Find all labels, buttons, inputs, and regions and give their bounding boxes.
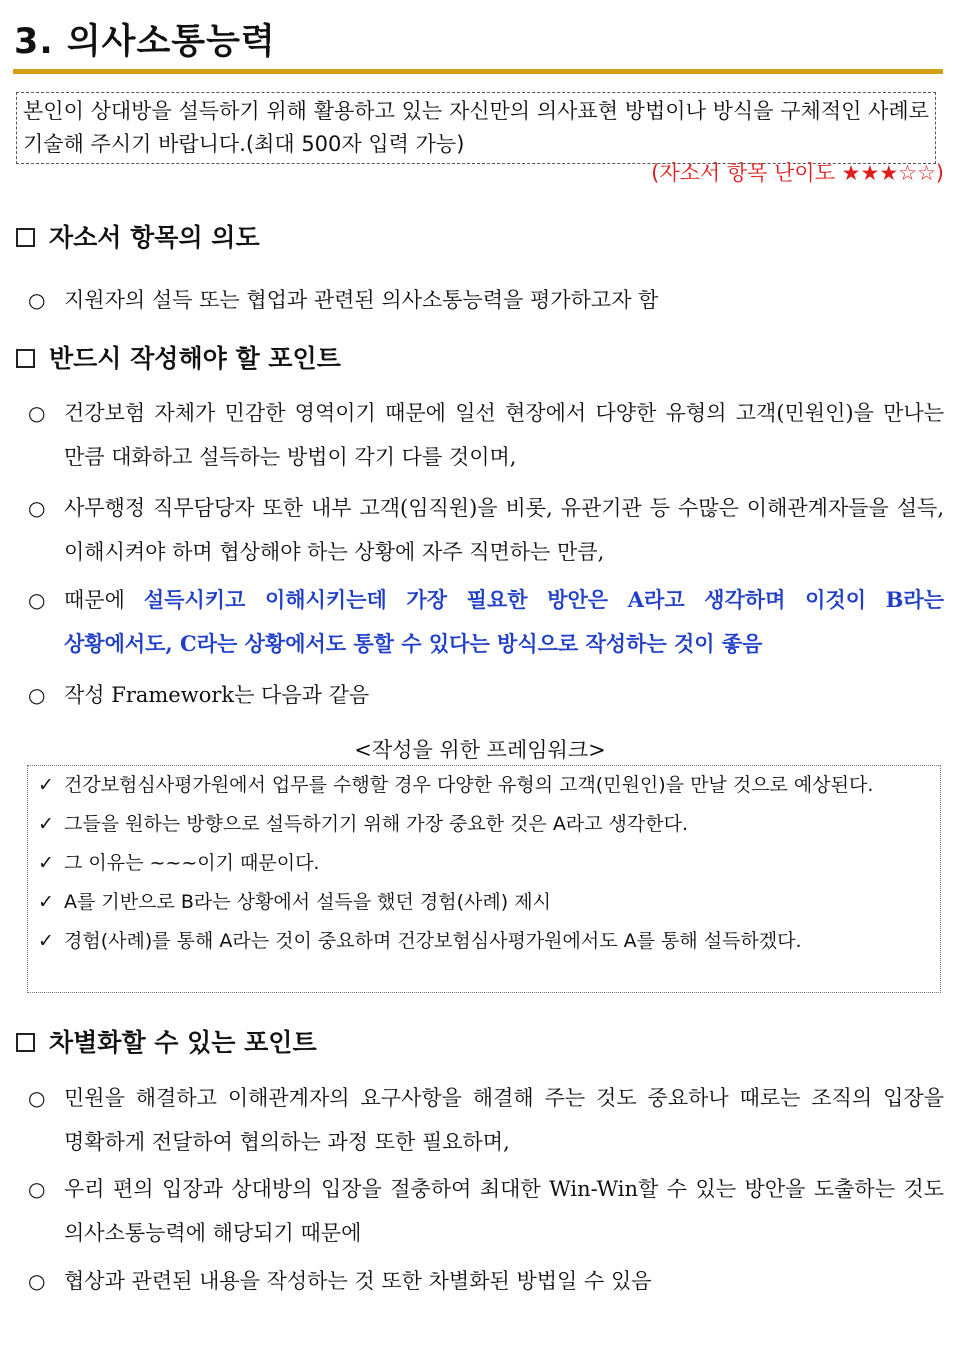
points-bullet-4 [28,673,944,717]
bullet-text: 작성 Framework는 다음과 같음 [64,683,370,707]
framework-item-text: A를 기반으로 B라는 상황에서 설득을 했던 경험(사례) 제시 [64,891,551,913]
circle-bullet-icon: ○ [28,683,46,707]
bullet-text: 협상과 관련된 내용을 작성하는 것 또한 차별화된 방법일 수 있음 [64,1269,652,1293]
framework-item [36,883,932,922]
bullet-text: 지원자의 설득 또는 협업과 관련된 의사소통능력을 평가하고자 함 [64,288,659,312]
circle-bullet-icon: ○ [28,1177,46,1201]
differentiation-bullet-3 [28,1259,944,1303]
circle-bullet-icon: ○ [28,496,46,520]
points-bullet-3 [28,578,944,666]
differentiation-bullet-1 [28,1076,944,1164]
square-bullet-icon [16,228,35,247]
framework-item [36,922,932,961]
framework-item-text: 경험(사례)를 통해 A라는 것이 중요하며 건강보험심사평가원에서도 A를 통해 설득하겠다. [64,930,802,952]
highlighted-advice-text: 설득시키고 이해시키는데 가장 필요한 방안은 A라고 생각하며 이것이 B라는 상황에서도, C라는 상황에서도 통할 수 있다는 방식으로 작성하는 것이 좋음 [64,587,944,656]
intent-bullet [28,278,944,322]
points-bullet-2 [28,486,944,574]
circle-bullet-icon: ○ [28,588,46,612]
section-heading-intent [16,222,260,254]
framework-item [36,766,932,805]
title-underline [13,69,943,74]
square-bullet-icon [16,1033,35,1052]
framework-item-text: 그들을 원하는 방향으로 설득하기기 위해 가장 중요한 것은 A라고 생각한다. [64,813,689,835]
circle-bullet-icon: ○ [28,288,46,312]
question-box [16,92,936,164]
bullet-text-prefix: 때문에 [64,588,144,612]
framework-item-text: 그 이유는 ~~~이기 때문이다. [64,852,320,874]
framework-box [27,765,941,993]
section-heading-text: 차별화할 수 있는 포인트 [49,1028,317,1057]
framework-item [36,844,932,883]
section-heading-differentiation [16,1027,317,1059]
page-title: 3. 의사소통능력 [14,22,276,62]
differentiation-bullet-2 [28,1167,944,1255]
section-heading-text: 반드시 작성해야 할 포인트 [49,344,341,373]
framework-item-text: 건강보험심사평가원에서 업무를 수행할 경우 다양한 유형의 고객(민원인)을 만날 것으로 예상된다. [64,774,874,796]
section-heading-text: 자소서 항목의 의도 [49,223,260,252]
bullet-text: 건강보험 자체가 민감한 영역이기 때문에 일선 현장에서 다양한 유형의 고객(민원인)을 만나는 만큼 대화하고 설득하는 방법이 각기 다를 것이며, [64,401,944,469]
checkmark-icon: ✓ [38,813,54,835]
section-heading-points [16,343,341,375]
square-bullet-icon [16,349,35,368]
circle-bullet-icon: ○ [28,401,46,425]
checkmark-icon: ✓ [38,852,54,874]
circle-bullet-icon: ○ [28,1086,46,1110]
circle-bullet-icon: ○ [28,1269,46,1293]
checkmark-icon: ✓ [38,930,54,952]
points-bullet-1 [28,391,944,479]
checkmark-icon: ✓ [38,891,54,913]
framework-caption: <작성을 위한 프레임워크> [354,738,606,762]
checkmark-icon: ✓ [38,774,54,796]
bullet-text: 민원을 해결하고 이해관계자의 요구사항을 해결해 주는 것도 중요하나 때로는 조직의 입장을 명확하게 전달하여 협의하는 과정 또한 필요하며, [64,1086,944,1154]
difficulty-rating: (자소서 항목 난이도 ★★★☆☆) [651,161,944,185]
bullet-text: 우리 편의 입장과 상대방의 입장을 절충하여 최대한 Win-Win할 수 있는 방안을 도출하는 것도 의사소통능력에 해당되기 때문에 [64,1177,944,1245]
framework-item [36,805,932,844]
bullet-text: 사무행정 직무담당자 또한 내부 고객(임직원)을 비롯, 유관기관 등 수많은 이해관계자들을 설득, 이해시켜야 하며 협상해야 하는 상황에 자주 직면하는 만큼, [64,496,944,564]
question-text: 본인이 상대방을 설득하기 위해 활용하고 있는 자신만의 의사표현 방법이나 방식을 구체적인 사례로 기술해 주시기 바랍니다.(최대 500자 입력 가능) [23,99,929,156]
